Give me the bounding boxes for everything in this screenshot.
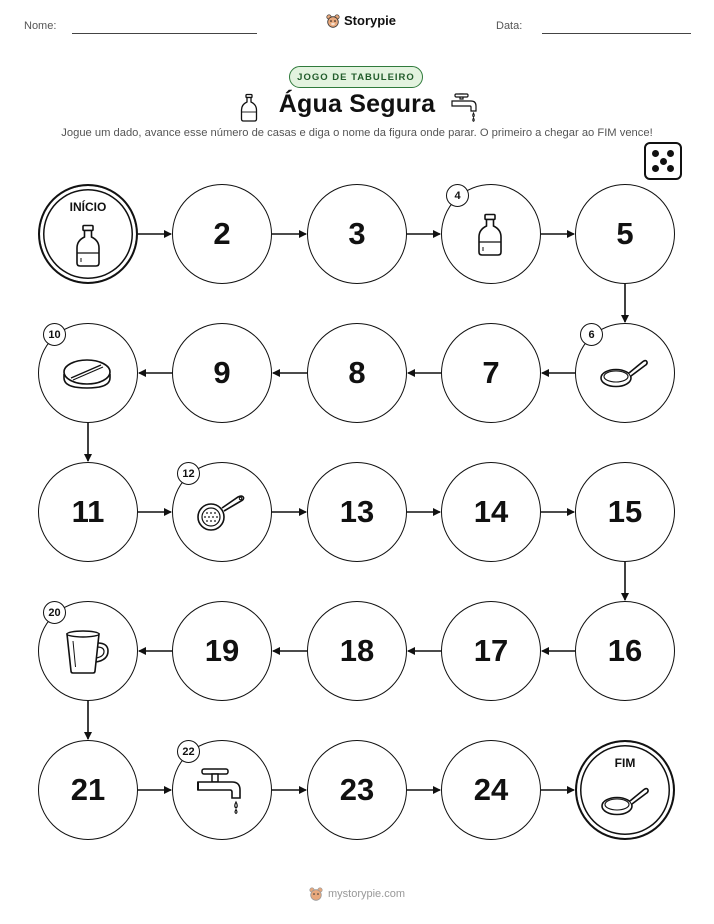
finish-space — [575, 740, 675, 840]
frying-pan-icon — [600, 785, 650, 819]
space-number: 21 — [70, 772, 106, 807]
space-number-badge: 12 — [177, 462, 200, 485]
strainer-icon — [195, 493, 247, 533]
board-space-10 — [38, 323, 138, 423]
instructions-text: Jogue um dado, avance esse número de casas e diga o nome da figura onde parar. O primeiro a chegar ao FIM vence! — [61, 127, 653, 139]
space-number-badge: 20 — [43, 601, 66, 624]
board-space-12 — [172, 462, 272, 562]
space-number: 14 — [473, 494, 509, 529]
bottle-icon — [73, 224, 103, 268]
board-space-9 — [172, 323, 272, 423]
space-number: 13 — [339, 494, 375, 529]
tablet-icon — [61, 356, 113, 392]
board-space-7 — [441, 323, 541, 423]
board-space-6 — [575, 323, 675, 423]
name-label: Nome: — [24, 20, 57, 32]
space-number: 11 — [71, 494, 105, 529]
board-space-17 — [441, 601, 541, 701]
board-space-19 — [172, 601, 272, 701]
brand-name: Storypie — [344, 13, 397, 28]
space-number-badge: 10 — [43, 323, 66, 346]
space-number: 19 — [204, 633, 240, 668]
frying-pan-icon — [599, 357, 649, 391]
game-type-badge: JOGO DE TABULEIRO — [289, 66, 423, 88]
footer-url: mystorypie.com — [327, 888, 406, 900]
space-number: 24 — [473, 772, 509, 807]
board-space-4 — [441, 184, 541, 284]
board-space-3 — [307, 184, 407, 284]
space-number: 16 — [607, 633, 643, 668]
space-number: 3 — [348, 216, 366, 251]
board-space-18 — [307, 601, 407, 701]
date-label: Data: — [496, 20, 523, 32]
mug-icon — [63, 629, 111, 675]
space-label: FIM — [614, 756, 636, 770]
board-space-20 — [38, 601, 138, 701]
page-title: Água Segura — [278, 90, 436, 118]
space-number-badge: 22 — [177, 740, 200, 763]
space-number-badge: 4 — [446, 184, 469, 207]
board-space-2 — [172, 184, 272, 284]
space-number: 8 — [348, 355, 366, 390]
board-space-15 — [575, 462, 675, 562]
bottle-icon — [475, 213, 505, 257]
space-number: 7 — [482, 355, 500, 390]
board-space-24 — [441, 740, 541, 840]
start-space — [38, 184, 138, 284]
faucet-icon — [196, 767, 246, 815]
space-number: 5 — [616, 216, 634, 251]
board-space-8 — [307, 323, 407, 423]
bear-icon — [309, 887, 323, 901]
space-number: 15 — [607, 494, 643, 529]
board-space-11 — [38, 462, 138, 562]
space-number: 17 — [473, 633, 509, 668]
board-space-16 — [575, 601, 675, 701]
space-label: INÍCIO — [69, 200, 107, 214]
board-space-13 — [307, 462, 407, 562]
space-number: 9 — [213, 355, 231, 390]
space-number: 2 — [213, 216, 231, 251]
space-number: 18 — [339, 633, 375, 668]
footer — [0, 887, 714, 901]
board-space-21 — [38, 740, 138, 840]
board-space-5 — [575, 184, 675, 284]
board-space-22 — [172, 740, 272, 840]
space-number: 23 — [339, 772, 375, 807]
board-space-14 — [441, 462, 541, 562]
board-space-23 — [307, 740, 407, 840]
space-number-badge: 6 — [580, 323, 603, 346]
